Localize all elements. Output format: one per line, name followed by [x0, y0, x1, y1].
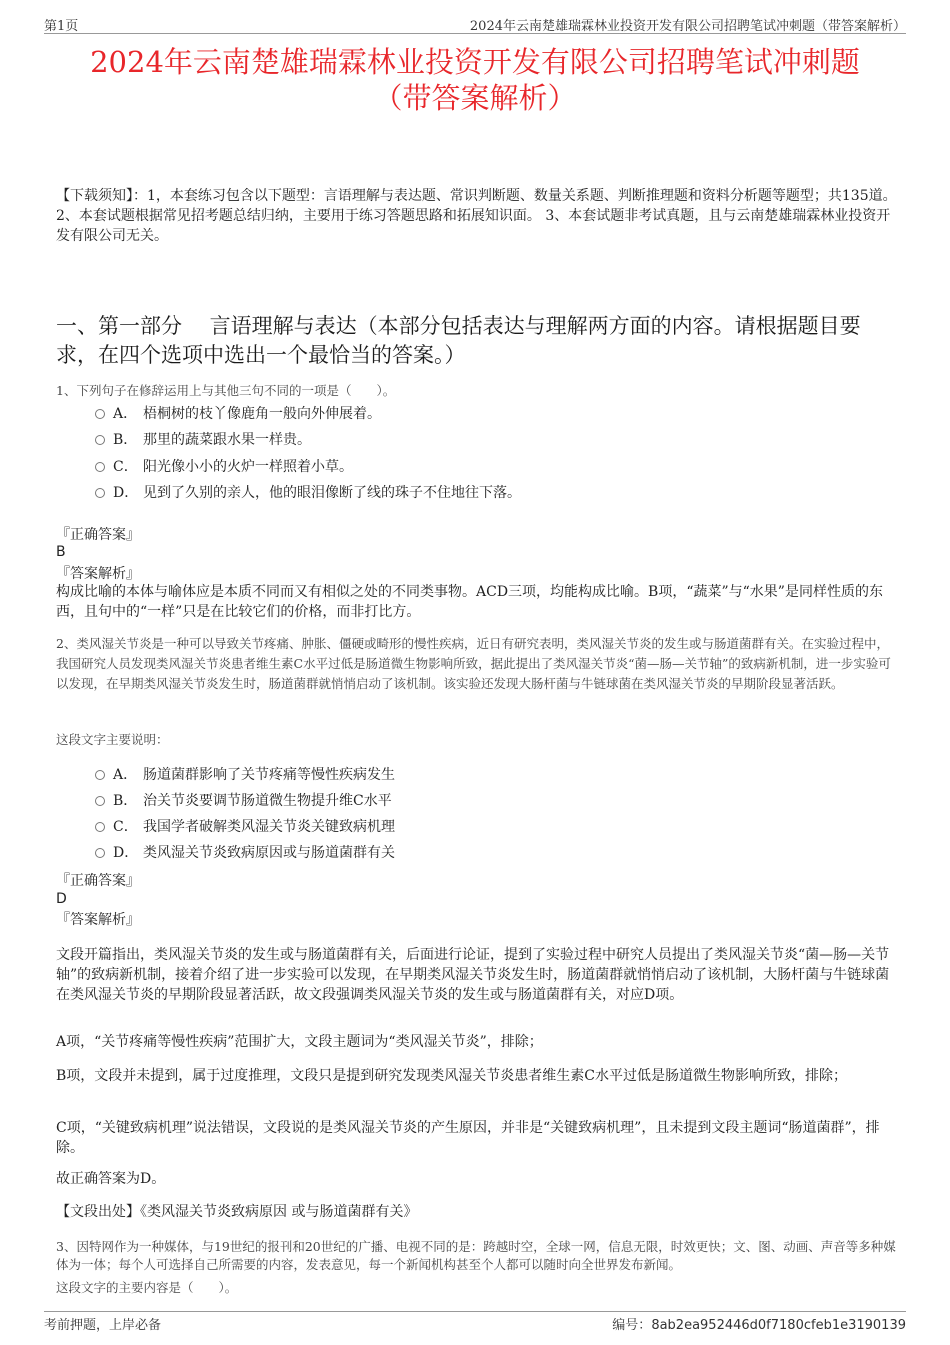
option-letter: A．: [113, 767, 138, 783]
radio-icon[interactable]: [95, 488, 105, 498]
q2-stem: 2、类风湿关节炎是一种可以导致关节疼痛、肿胀、僵硬或畸形的慢性疾病，近日有研究表明，类风湿关节炎的发生或与肠道菌群有关。在实验过程中，我国研究人员发现类风湿关节炎患者维生素C水平过低是肠道微生物影响所致，据此提出了类风湿关节炎“菌—肠—关节轴”的致病新机制，进一步实验可以发现，在早期类风湿关节炎发生时，肠道菌群就悄悄启动了该机制。该实验还发现大肠杆菌与牛链球菌在类风湿关节炎的早期阶段显著活跃。: [56, 636, 891, 691]
q1-option-a[interactable]: [95, 404, 381, 424]
option-letter: B．: [113, 432, 138, 448]
option-text: 那里的蔬菜跟水果一样贵。: [143, 432, 311, 448]
option-text: 肠道菌群影响了关节疼痛等慢性疾病发生: [143, 767, 395, 783]
q2-option-c[interactable]: [95, 817, 395, 837]
q1-analysis-label: 『答案解析』: [56, 566, 140, 582]
option-letter: B．: [113, 793, 138, 809]
option-text: 见到了久别的亲人，他的眼泪像断了线的珠子不住地往下落。: [143, 485, 521, 501]
radio-icon[interactable]: [95, 462, 105, 472]
download-notice: 【下载须知】：1，本套练习包含以下题型：言语理解与表达题、常识判断题、数量关系题、判断推理题和资料分析题等题型；共135道。 2、本套试题根据常见招考题总结归纳，主要用于练习答题思路和拓展知识面。 3、本套试题非考试真题，且与云南楚雄瑞霖林业投资开发有限公司无关。: [56, 188, 897, 244]
q1-option-c[interactable]: [95, 457, 353, 477]
q3-stem: 3、因特网作为一种媒体，与19世纪的报刊和20世纪的广播、电视不同的是：跨越时空，全球一网，信息无限，时效更快；文、图、动画、声音等多种媒体为一体；每个人可选择自己所需要的内容，发表意见，每一个新闻机构甚至个人都可以随时向全世界发布新闻。: [56, 1239, 896, 1272]
section-heading: 一、第一部分 言语理解与表达（本部分包括表达与理解两方面的内容。请根据题目要求，在四个选项中选出一个最恰当的答案。）: [56, 314, 861, 367]
footer-slogan: 考前押题，上岸必备: [44, 1318, 162, 1333]
q1-analysis: 构成比喻的本体与喻体应是本质不同而又有相似之处的不同类事物。ACD三项，均能构成比喻。B项，“蔬菜”与“水果”是同样性质的东西，且句中的“一样”只是在比较它们的价格，而非打比方。: [56, 584, 883, 620]
radio-icon[interactable]: [95, 435, 105, 445]
q2-answer-label: 『正确答案』: [56, 873, 140, 889]
footer-rule: [44, 1311, 906, 1312]
q3-prompt: 这段文字的主要内容是（ ）。: [56, 1280, 238, 1295]
option-text: 梧桐树的枝丫像鹿角一般向外伸展着。: [143, 406, 381, 422]
option-letter: D．: [113, 485, 139, 501]
q2-analysis-paragraph: C项，“关键致病机理”说法错误，文段说的是类风湿关节炎的产生原因，并非是“关键致病机理”，且未提到文段主题词“肠道菌群”，排除。: [56, 1120, 880, 1156]
radio-icon[interactable]: [95, 409, 105, 419]
q2-analysis-paragraph: 文段开篇指出，类风湿关节炎的发生或与肠道菌群有关，后面进行论证，提到了实验过程中研究人员提出了类风湿关节炎“菌—肠—关节轴”的致病新机制，接着介绍了进一步实验可以发现，在早期类风湿关节炎发生时，肠道菌群就悄悄启动了该机制，大肠杆菌与牛链球菌在类风湿关节炎的早期阶段显著活跃，故文段强调类风湿关节炎的发生或与肠道菌群有关，对应D项。: [56, 947, 890, 1003]
q2-analysis-paragraph: 故正确答案为D。: [56, 1171, 166, 1187]
q2-analysis-paragraph: A项，“关节疼痛等慢性疾病”范围扩大，文段主题词为“类风湿关节炎”，排除；: [56, 1034, 543, 1050]
q2-answer: D: [56, 891, 67, 907]
option-letter: C．: [113, 819, 138, 835]
option-text: 我国学者破解类风湿关节炎关键致病机理: [143, 819, 395, 835]
title-line-2: （带答案解析）: [373, 81, 577, 115]
q1-option-d[interactable]: [95, 483, 521, 503]
radio-icon[interactable]: [95, 848, 105, 858]
q1-option-b[interactable]: [95, 430, 311, 450]
radio-icon[interactable]: [95, 796, 105, 806]
header-doc-title: 2024年云南楚雄瑞霖林业投资开发有限公司招聘笔试冲刺题（带答案解析）: [469, 19, 906, 34]
q2-analysis-paragraph: B项，文段并未提到，属于过度推理，文段只是提到研究发现类风湿关节炎患者维生素C水平过低是肠道微生物影响所致，排除；: [56, 1068, 847, 1084]
q2-prompt: 这段文字主要说明：: [56, 732, 169, 747]
q2-analysis-label: 『答案解析』: [56, 912, 140, 928]
option-text: 类风湿关节炎致病原因或与肠道菌群有关: [143, 845, 395, 861]
header-rule: [44, 33, 906, 34]
option-letter: D．: [113, 845, 139, 861]
option-text: 治关节炎要调节肠道微生物提升维C水平: [143, 793, 392, 809]
radio-icon[interactable]: [95, 822, 105, 832]
q2-option-b[interactable]: [95, 791, 392, 811]
q2-option-a[interactable]: [95, 765, 395, 785]
footer-code-value: 8ab2ea952446d0f7180cfeb1e3190139: [651, 1318, 906, 1333]
footer-code-label: 编号：: [612, 1318, 652, 1333]
q2-option-d[interactable]: [95, 843, 395, 863]
page-number: 第1页: [44, 19, 79, 34]
q1-answer-label: 『正确答案』: [56, 527, 140, 543]
q1-stem: 1、下列句子在修辞运用上与其他三句不同的一项是（ ）。: [56, 383, 396, 398]
title-line-1: 2024年云南楚雄瑞霖林业投资开发有限公司招聘笔试冲刺题: [90, 45, 860, 79]
page-title: [40, 44, 910, 116]
option-text: 阳光像小小的火炉一样照着小草。: [143, 459, 353, 475]
q1-answer: B: [56, 544, 66, 560]
option-letter: A．: [113, 406, 138, 422]
radio-icon[interactable]: [95, 770, 105, 780]
q2-source: 【文段出处】《类风湿关节炎致病原因 或与肠道菌群有关》: [56, 1204, 418, 1220]
footer-code: [612, 1314, 906, 1333]
option-letter: C．: [113, 459, 138, 475]
